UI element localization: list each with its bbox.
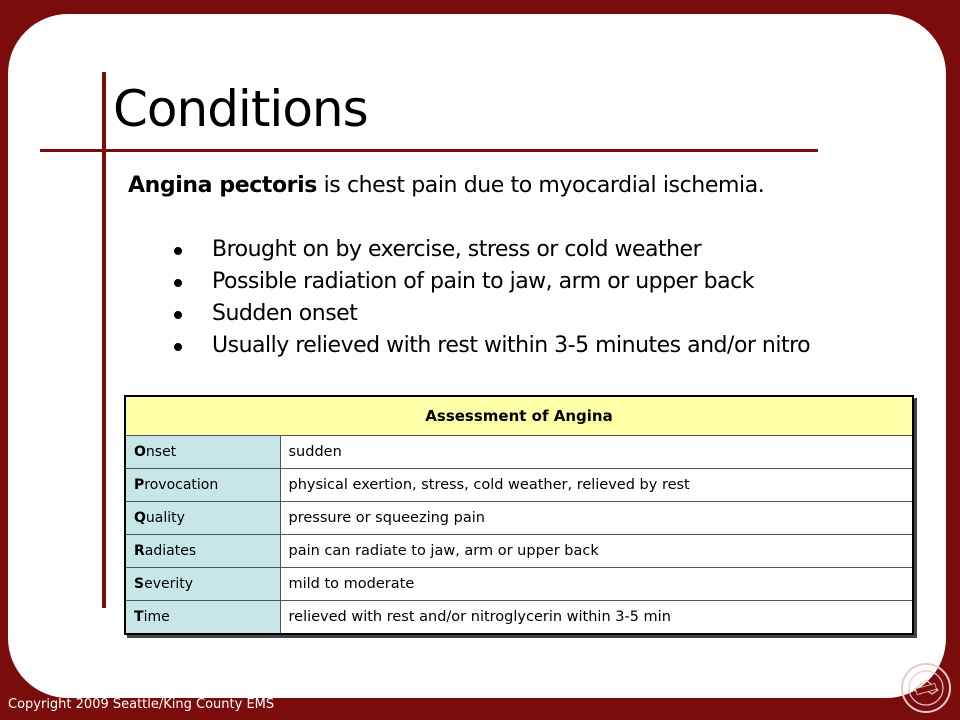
row-label (125, 436, 280, 469)
table-row (125, 568, 913, 601)
bullet-item: Sudden onset (172, 298, 810, 330)
row-label-initial: Q (134, 510, 146, 526)
row-label (125, 535, 280, 568)
row-value: relieved with rest and/or nitroglycerin within 3-5 min (280, 601, 913, 635)
bullet-list (172, 234, 810, 362)
copyright-text: Copyright 2009 Seattle/King County EMS (8, 697, 275, 712)
row-value: sudden (280, 436, 913, 469)
intro-text (128, 173, 764, 198)
assessment-table (124, 395, 914, 635)
table-row (125, 469, 913, 502)
table-row (125, 436, 913, 469)
row-value: pressure or squeezing pain (280, 502, 913, 535)
row-value: physical exertion, stress, cold weather, relieved by rest (280, 469, 913, 502)
table-row (125, 601, 913, 635)
row-label-initial: S (134, 576, 145, 592)
county-seal-logo (898, 660, 954, 716)
table-header-row (125, 396, 913, 436)
row-label-initial: T (134, 609, 144, 625)
row-label-rest: everity (144, 576, 194, 592)
row-label (125, 601, 280, 635)
row-label-initial: O (134, 444, 146, 460)
assessment-table-container (124, 395, 914, 635)
table-row (125, 535, 913, 568)
horizontal-divider (40, 149, 818, 152)
row-value: mild to moderate (280, 568, 913, 601)
slide-title: Conditions (113, 80, 368, 138)
row-label-rest: nset (145, 444, 177, 460)
row-label-initial: R (134, 543, 145, 559)
row-label (125, 502, 280, 535)
bullet-item: Brought on by exercise, stress or cold weather (172, 234, 810, 266)
row-label-rest: rovocation (144, 477, 219, 493)
bullet-item: Possible radiation of pain to jaw, arm or upper back (172, 266, 810, 298)
row-label (125, 469, 280, 502)
row-label-initial: P (134, 477, 145, 493)
row-value: pain can radiate to jaw, arm or upper back (280, 535, 913, 568)
row-label-rest: uality (145, 510, 185, 526)
row-label-rest: adiates (144, 543, 197, 559)
bullet-item: Usually relieved with rest within 3-5 minutes and/or nitro (172, 330, 810, 362)
table-row (125, 502, 913, 535)
row-label-rest: ime (143, 609, 170, 625)
vertical-divider (102, 72, 106, 608)
intro-definition: is chest pain due to myocardial ischemia. (316, 173, 765, 198)
intro-term: Angina pectoris (128, 173, 317, 198)
row-label (125, 568, 280, 601)
table-header: Assessment of Angina (125, 396, 913, 436)
